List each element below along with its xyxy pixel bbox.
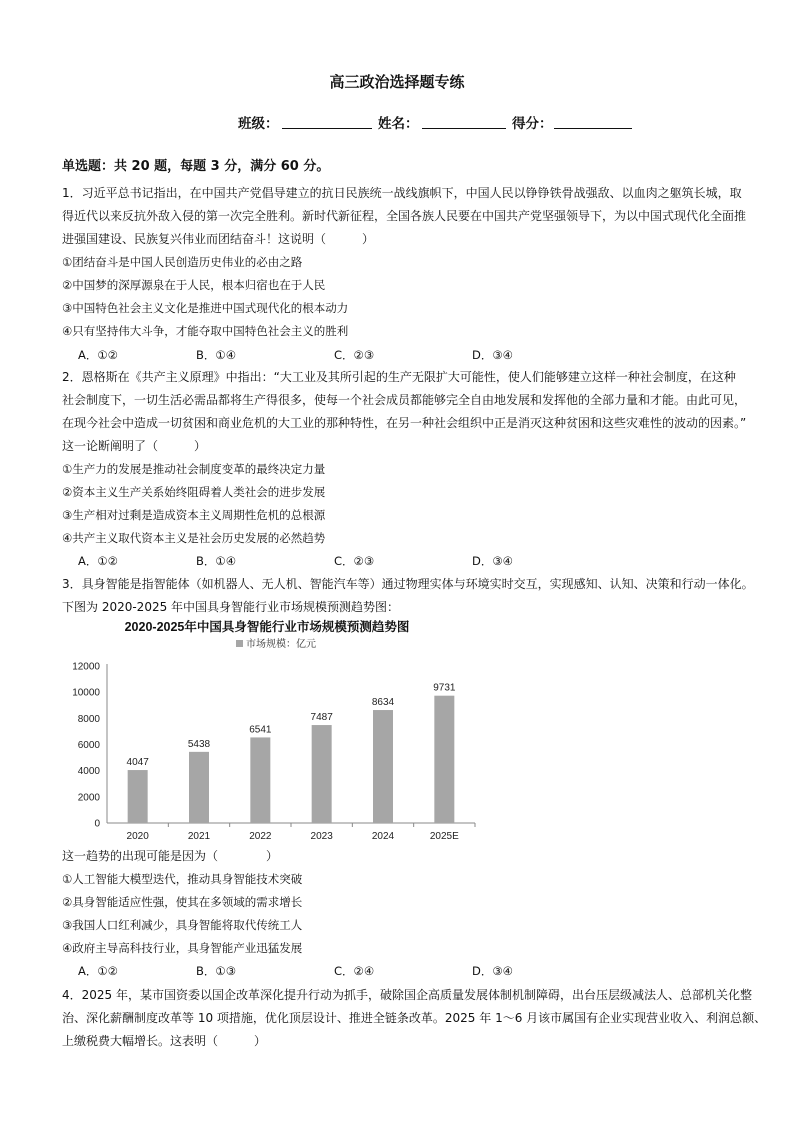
q3-statement-2: ②具身智能适应性强，使其在多领域的需求增长 [62,895,303,909]
q2-choice-a[interactable]: A．①② [78,554,118,568]
bar [189,752,209,823]
q1-choice-d[interactable]: D．③④ [472,348,513,362]
q2-stem-line: 在现今社会中造成一切贫困和商业危机的大工业的那种特性，在另一种社会组织中正是消灭这种贫困和这些灾难性的波动的因素。” [62,416,747,430]
q4-stem-line: 治、深化薪酬制度改革等 10 项措施，优化顶层设计、推进全链条改革。2025 年 1～6 月该市属国有企业实现营业收入、利润总额、 [62,1011,767,1025]
q3-choice-a[interactable]: A．①② [78,964,118,978]
q3-choice-d[interactable]: D．③④ [472,964,513,978]
score-label: 得分： [512,116,553,132]
legend-swatch [236,640,243,647]
y-tick-label: 0 [94,818,100,830]
bar-value-label: 5438 [187,738,211,750]
bar-value-label: 4047 [126,757,149,769]
x-axis [107,823,475,842]
x-tick-label: 2021 [187,831,211,842]
q4-stem-line: 上缴税费大幅增长。这表明（ ） [62,1034,267,1048]
section-title: 单选题：共 20 题，每题 3 分，满分 60 分。 [62,159,330,174]
y-tick-label: 8000 [77,713,100,725]
bar-value-label: 9731 [433,682,456,694]
market-size-bar-chart [62,614,492,846]
q2-statement-1: ①生产力的发展是推动社会制度变革的最终决定力量 [62,462,326,476]
x-tick-label: 2025E [429,831,459,842]
bar-value-label: 8634 [371,697,395,709]
y-tick-label: 6000 [77,740,100,751]
q2-choice-d[interactable]: D．③④ [472,554,513,568]
bar-value-label: 7487 [310,712,333,724]
q3-statement-3: ③我国人口红利减少，具身智能将取代传统工人 [62,918,303,932]
q2-stem-line: 2．恩格斯在《共产主义原理》中指出：“大工业及其所引起的生产无限扩大可能性，使人们能够建立这样一种社会制度，在这种 [62,370,736,384]
q3-stem-line: 下图为 2020-2025 年中国具身智能行业市场规模预测趋势图： [62,600,400,614]
y-tick-label: 4000 [77,766,100,778]
class-label: 班级： [238,116,279,132]
q1-choice-b[interactable]: B．①④ [196,348,237,362]
name-blank[interactable] [422,128,506,129]
q4-stem-line: 4．2025 年，某市国资委以国企改革深化提升行动为抓手，破除国企高质量发展体制机制障碍，出台压层级减法人、总部机关化整 [62,988,752,1002]
q2-stem-line: 社会制度下，一切生活必需品都将生产得很多，使每一个社会成员都能够完全自由地发展和发挥他的全部力量和才能。由此可见， [62,393,747,407]
bars [127,683,456,823]
q2-choice-c[interactable]: C．②③ [334,554,375,568]
q1-stem-line: 进强国建设、民族复兴伟业而团结奋斗！这说明（ ） [62,232,375,246]
y-tick-label: 2000 [77,792,100,804]
q2-statement-3: ③生产相对过剩是造成资本主义周期性危机的总根源 [62,508,326,522]
q3-choice-b[interactable]: B．①③ [196,964,237,978]
q2-statement-4: ④共产主义取代资本主义是社会历史发展的必然趋势 [62,531,326,545]
bar [128,770,148,823]
q3-choice-c[interactable]: C．②④ [334,964,375,978]
x-tick-label: 2020 [126,831,149,842]
bar-value-label: 6541 [249,724,272,736]
bar [250,737,270,823]
q1-statement-4: ④只有坚持伟大斗争，才能夺取中国特色社会主义的胜利 [62,324,349,338]
bar [434,696,454,823]
q1-stem-line: 1．习近平总书记指出，在中国共产党倡导建立的抗日民族统一战线旗帜下，中国人民以铮铮铁骨战强敌、以血肉之躯筑长城，取 [62,186,742,200]
y-tick-label: 10000 [72,687,100,699]
legend-label: 市场规模：亿元 [246,639,316,650]
score-blank[interactable] [554,128,632,129]
q1-choice-a[interactable]: A．①② [78,348,118,362]
page-title: 高三政治选择题专练 [329,73,465,91]
name-label: 姓名： [378,116,419,132]
q1-statement-1: ①团结奋斗是中国人民创造历史伟业的必由之路 [62,255,303,269]
q2-stem-line: 这一论断阐明了（ ） [62,439,207,453]
q3-statement-4: ④政府主导高科技行业，具身智能产业迅猛发展 [62,941,303,955]
q1-statement-2: ②中国梦的深厚源泉在于人民，根本归宿也在于人民 [62,278,326,292]
chart-title: 2020-2025年中国具身智能行业市场规模预测趋势图 [124,620,410,634]
q2-statement-2: ②资本主义生产关系始终阻碍着人类社会的进步发展 [62,485,326,499]
q1-statement-3: ③中国特色社会主义文化是推进中国式现代化的根本动力 [62,301,349,315]
y-axis [72,662,107,830]
x-tick-label: 2023 [310,831,333,842]
q1-choice-c[interactable]: C．②③ [334,348,375,362]
q1-stem-line: 得近代以来反抗外敌入侵的第一次完全胜利。新时代新征程，全国各族人民要在中国共产党坚强领导下，为以中国式现代化全面推 [62,209,747,223]
q3-stem-line: 3．具身智能是指智能体（如机器人、无人机、智能汽车等）通过物理实体与环境实时交互，实现感知、认知、决策和行动一体化。 [62,577,754,591]
x-tick-label: 2022 [249,831,272,842]
bar [373,710,393,823]
x-tick-label: 2024 [371,831,395,842]
class-blank[interactable] [282,128,372,129]
q2-choice-b[interactable]: B．①④ [196,554,237,568]
q3-question: 这一趋势的出现可能是因为（ ） [62,849,279,863]
y-tick-label: 12000 [72,661,100,673]
bar [312,725,332,823]
q3-statement-1: ①人工智能大模型迭代，推动具身智能技术突破 [62,872,303,886]
